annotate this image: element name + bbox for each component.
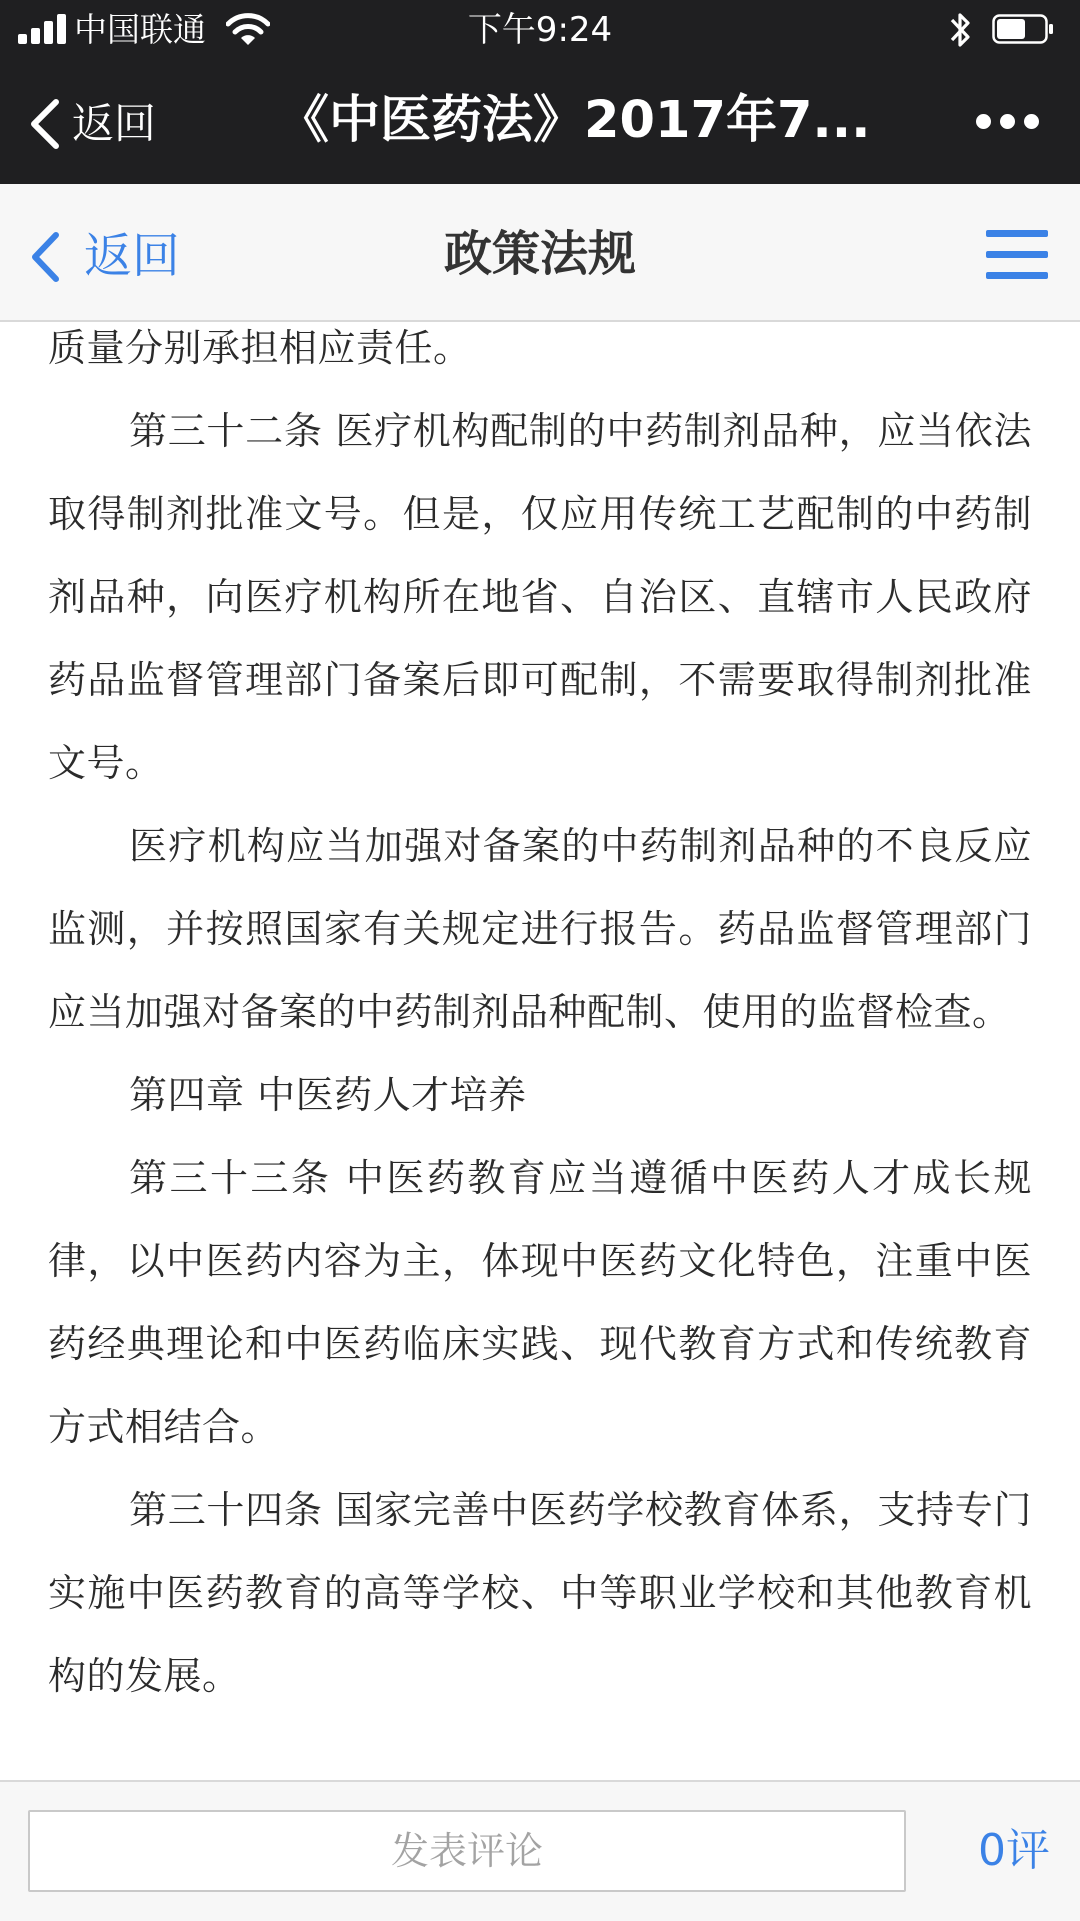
article-content xyxy=(0,322,1080,1780)
article-paragraph: 第三十四条 国家完善中医药学校教育体系，支持专门实施中医药教育的高等学校、中等职业学校和其他教育机构的发展。 xyxy=(48,1488,1032,1698)
comment-bar xyxy=(0,1780,1080,1921)
article-paragraph: 医疗机构应当加强对备案的中药制剂品种的不良反应监测，并按照国家有关规定进行报告。药品监督管理部门应当加强对备案的中药制剂品种配制、使用的监督检查。 xyxy=(48,824,1032,1034)
status-bar xyxy=(0,0,1080,60)
chapter-heading: 第四章 中医药人才培养 xyxy=(129,1073,527,1117)
comment-count-button[interactable]: 0评 xyxy=(978,1825,1050,1876)
wechat-top-bar xyxy=(0,0,1080,184)
menu-icon[interactable] xyxy=(986,228,1048,280)
page-back-label[interactable]: 返回 xyxy=(84,228,181,284)
article-paragraph: 质量分别承担相应责任。 xyxy=(48,326,472,370)
battery-icon xyxy=(992,14,1054,44)
bluetooth-icon xyxy=(946,10,976,50)
comment-input[interactable]: 发表评论 xyxy=(28,1810,906,1892)
chevron-left-icon[interactable] xyxy=(26,96,66,152)
status-time: 下午9:24 xyxy=(467,10,613,50)
article-body xyxy=(0,322,1080,1718)
carrier-name: 中国联通 xyxy=(74,10,206,49)
page-header xyxy=(0,184,1080,322)
article-paragraph: 第三十三条 中医药教育应当遵循中医药人才成长规律，以中医药内容为主，体现中医药文化特色，注重中医药经典理论和中医药临床实践、现代教育方式和传统教育方式相结合。 xyxy=(48,1156,1032,1449)
wechat-back-button[interactable]: 返回 xyxy=(72,99,157,148)
page-title: 政策法规 xyxy=(443,226,636,282)
article-paragraph: 第三十二条 医疗机构配制的中药制剂品种，应当依法取得制剂批准文号。但是，仅应用传统工艺配制的中药制剂品种，向医疗机构所在地省、自治区、直辖市人民政府药品监督管理部门备案后即可配制，不需要取得制剂批准文号。 xyxy=(48,409,1032,785)
more-options-icon[interactable] xyxy=(976,110,1040,134)
wechat-page-title: 《中医药法》2017年7... xyxy=(278,91,871,150)
